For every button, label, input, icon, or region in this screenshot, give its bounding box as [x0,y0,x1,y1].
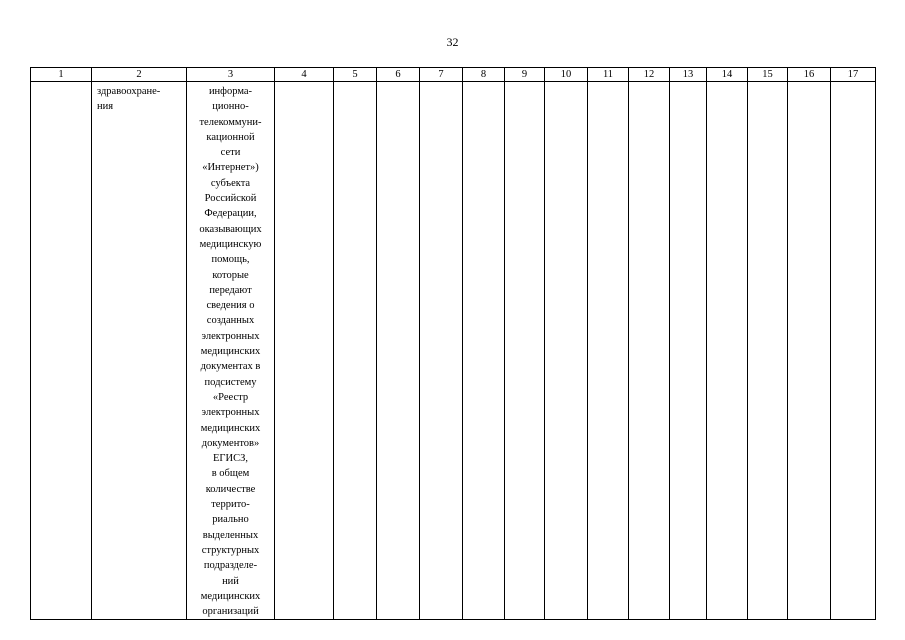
column-header: 14 [707,68,748,82]
text-line: ЕГИСЗ, [213,453,248,465]
column-header: 9 [505,68,545,82]
text-line: Федерации, [204,208,257,220]
text-line: ционно- [212,101,249,113]
text-line: Российской [204,193,257,205]
table-cell [92,82,187,620]
text-line: информа- [208,86,253,97]
text-line: «Интернет») [202,162,259,174]
text-line: кационной [206,131,255,143]
column-header: 6 [377,68,420,82]
table-cell [505,82,545,620]
table-cell [588,82,629,620]
text-line: риально [212,514,249,526]
data-table [30,67,876,620]
text-line: количестве [205,483,256,495]
indicator-description-text [187,82,274,619]
text-line: ний [222,575,239,587]
text-line: которые [212,269,249,281]
text-line: оказывающих [199,223,262,235]
text-line: подразделе- [203,560,258,572]
text-line: документов» [201,437,260,449]
text-line: медицинскую [199,238,262,250]
table-cell [377,82,420,620]
table-cell [420,82,463,620]
text-line: медицинских [200,422,261,434]
text-line: организаций [202,606,259,618]
text-line: телекоммуни- [199,116,262,128]
indicator-name-text [92,82,186,115]
table-cell [545,82,588,620]
table-cell [463,82,505,620]
table-cell [629,82,670,620]
header-row [31,68,876,82]
column-header: 4 [275,68,334,82]
column-header: 11 [588,68,629,82]
table-cell [707,82,748,620]
table-cell [748,82,788,620]
text-line: медицинских [200,346,261,358]
text-line: созданных [206,315,255,327]
text-line: электронных [201,330,260,342]
text-line: сети [220,147,241,159]
text-line: ния [97,101,114,113]
table-cell [670,82,707,620]
column-header: 5 [334,68,377,82]
table-cell [334,82,377,620]
column-header: 10 [545,68,588,82]
table-cell [187,82,275,620]
column-header: 3 [187,68,275,82]
text-line: сведения о [206,300,255,312]
text-line: в общем [211,468,250,480]
column-header: 8 [463,68,505,82]
text-line: выделенных [202,529,259,541]
column-header: 2 [92,68,187,82]
column-header: 12 [629,68,670,82]
table-cell [831,82,876,620]
text-line: «Реестр [212,391,249,403]
column-header: 16 [788,68,831,82]
table-cell [788,82,831,620]
text-line: передают [209,284,252,296]
page-number: 32 [446,35,459,49]
column-header: 17 [831,68,876,82]
column-header: 13 [670,68,707,82]
column-header: 7 [420,68,463,82]
text-line: медицинских [200,590,261,602]
table-cell [275,82,334,620]
table-cell [31,82,92,620]
text-line: помощь, [211,254,250,266]
text-line: подсистему [204,376,257,388]
text-line: электронных [201,407,260,419]
text-line: документах в [200,361,261,373]
text-line: субъекта [210,177,251,189]
text-line: структурных [201,544,260,556]
column-header: 15 [748,68,788,82]
table-row [31,82,876,620]
text-line: здравоохране- [97,86,161,97]
column-header: 1 [31,68,92,82]
text-line: террито- [211,499,250,511]
